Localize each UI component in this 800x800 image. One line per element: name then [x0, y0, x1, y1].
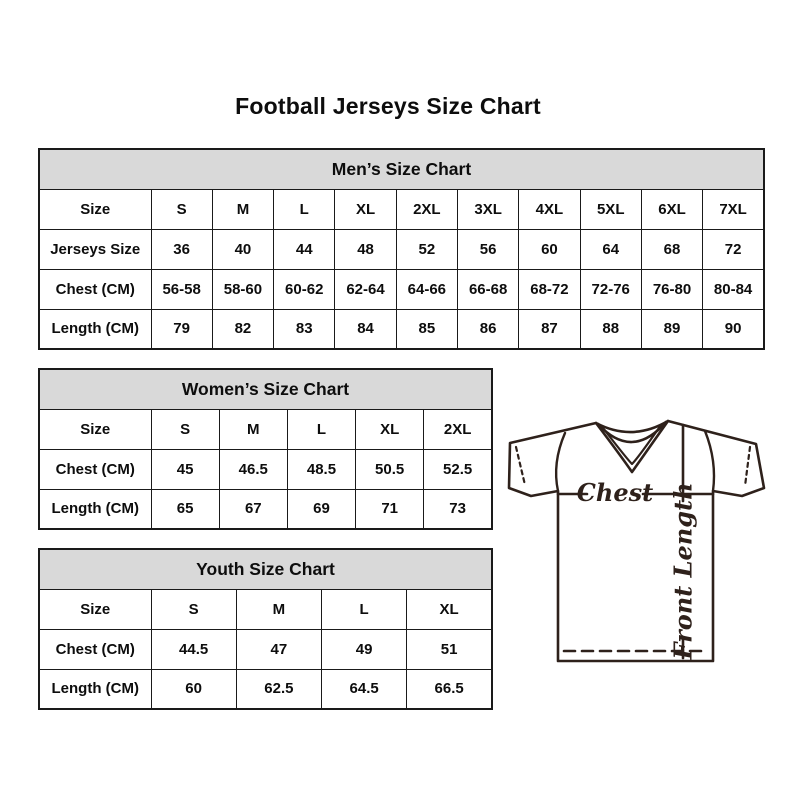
row-label: Chest (CM)	[39, 449, 151, 489]
size-cell: 72	[703, 229, 764, 269]
size-cell: 66.5	[407, 669, 492, 709]
size-cell: 69	[287, 489, 355, 529]
row-label: Size	[39, 189, 151, 229]
row-label: Chest (CM)	[39, 629, 151, 669]
size-cell: 7XL	[703, 189, 764, 229]
size-cell: 73	[424, 489, 492, 529]
size-cell: M	[236, 589, 321, 629]
row-label: Length (CM)	[39, 309, 151, 349]
size-cell: 56-58	[151, 269, 212, 309]
size-cell: 36	[151, 229, 212, 269]
size-cell: L	[274, 189, 335, 229]
size-cell: 56	[457, 229, 518, 269]
size-cell: 2XL	[396, 189, 457, 229]
mens-table	[38, 148, 765, 350]
size-cell: 68-72	[519, 269, 580, 309]
chest-label: Chest	[576, 478, 654, 507]
size-cell: 71	[356, 489, 424, 529]
front-length-label: Front Length	[668, 482, 698, 660]
size-cell: M	[212, 189, 273, 229]
table-row	[39, 449, 492, 489]
size-cell: XL	[335, 189, 396, 229]
womens-size-chart-table	[38, 368, 493, 530]
size-cell: 60	[519, 229, 580, 269]
size-cell: 44	[274, 229, 335, 269]
size-cell: 87	[519, 309, 580, 349]
table-row	[39, 309, 764, 349]
size-cell: 88	[580, 309, 641, 349]
size-cell: S	[151, 189, 212, 229]
size-cell: 60	[151, 669, 236, 709]
table-row	[39, 489, 492, 529]
size-cell: 48	[335, 229, 396, 269]
size-cell: 64.5	[322, 669, 407, 709]
size-cell: 89	[641, 309, 702, 349]
size-cell: 2XL	[424, 409, 492, 449]
size-cell: 50.5	[356, 449, 424, 489]
size-cell: 48.5	[287, 449, 355, 489]
table-row	[39, 189, 764, 229]
row-label: Length (CM)	[39, 669, 151, 709]
table-row	[39, 589, 492, 629]
size-cell: 62.5	[236, 669, 321, 709]
size-cell: M	[219, 409, 287, 449]
size-cell: 68	[641, 229, 702, 269]
mens-size-chart-table	[38, 148, 765, 350]
size-cell: 65	[151, 489, 219, 529]
size-cell: 52.5	[424, 449, 492, 489]
size-cell: 44.5	[151, 629, 236, 669]
row-label: Size	[39, 589, 151, 629]
jersey-measurement-diagram	[503, 411, 769, 669]
size-cell: 45	[151, 449, 219, 489]
size-cell: 66-68	[457, 269, 518, 309]
row-label: Size	[39, 409, 151, 449]
size-cell: 76-80	[641, 269, 702, 309]
size-cell: 5XL	[580, 189, 641, 229]
size-cell: 46.5	[219, 449, 287, 489]
size-cell: 84	[335, 309, 396, 349]
row-label: Chest (CM)	[39, 269, 151, 309]
size-cell: S	[151, 589, 236, 629]
size-cell: XL	[407, 589, 492, 629]
size-cell: 90	[703, 309, 764, 349]
size-cell: L	[322, 589, 407, 629]
table-title: Youth Size Chart	[39, 549, 492, 589]
size-cell: 80-84	[703, 269, 764, 309]
size-cell: 67	[219, 489, 287, 529]
youth-table	[38, 548, 493, 710]
size-cell: 40	[212, 229, 273, 269]
size-cell: 47	[236, 629, 321, 669]
size-cell: 60-62	[274, 269, 335, 309]
table-row	[39, 229, 764, 269]
table-row	[39, 269, 764, 309]
size-cell: 86	[457, 309, 518, 349]
table-row	[39, 409, 492, 449]
table-row	[39, 669, 492, 709]
size-cell: L	[287, 409, 355, 449]
table-title: Men’s Size Chart	[39, 149, 764, 189]
table-row	[39, 629, 492, 669]
youth-size-chart-table	[38, 548, 493, 710]
size-cell: 4XL	[519, 189, 580, 229]
size-cell: 3XL	[457, 189, 518, 229]
size-cell: 79	[151, 309, 212, 349]
size-cell: 83	[274, 309, 335, 349]
size-cell: 82	[212, 309, 273, 349]
size-cell: 85	[396, 309, 457, 349]
size-cell: 72-76	[580, 269, 641, 309]
row-label: Jerseys Size	[39, 229, 151, 269]
size-cell: 62-64	[335, 269, 396, 309]
size-cell: 49	[322, 629, 407, 669]
table-title: Women’s Size Chart	[39, 369, 492, 409]
row-label: Length (CM)	[39, 489, 151, 529]
size-cell: 64-66	[396, 269, 457, 309]
page-title: Football Jerseys Size Chart	[235, 93, 541, 119]
size-cell: 6XL	[641, 189, 702, 229]
size-cell: 58-60	[212, 269, 273, 309]
size-cell: 51	[407, 629, 492, 669]
size-cell: 52	[396, 229, 457, 269]
womens-table	[38, 368, 493, 530]
size-cell: XL	[356, 409, 424, 449]
size-cell: 64	[580, 229, 641, 269]
size-cell: S	[151, 409, 219, 449]
